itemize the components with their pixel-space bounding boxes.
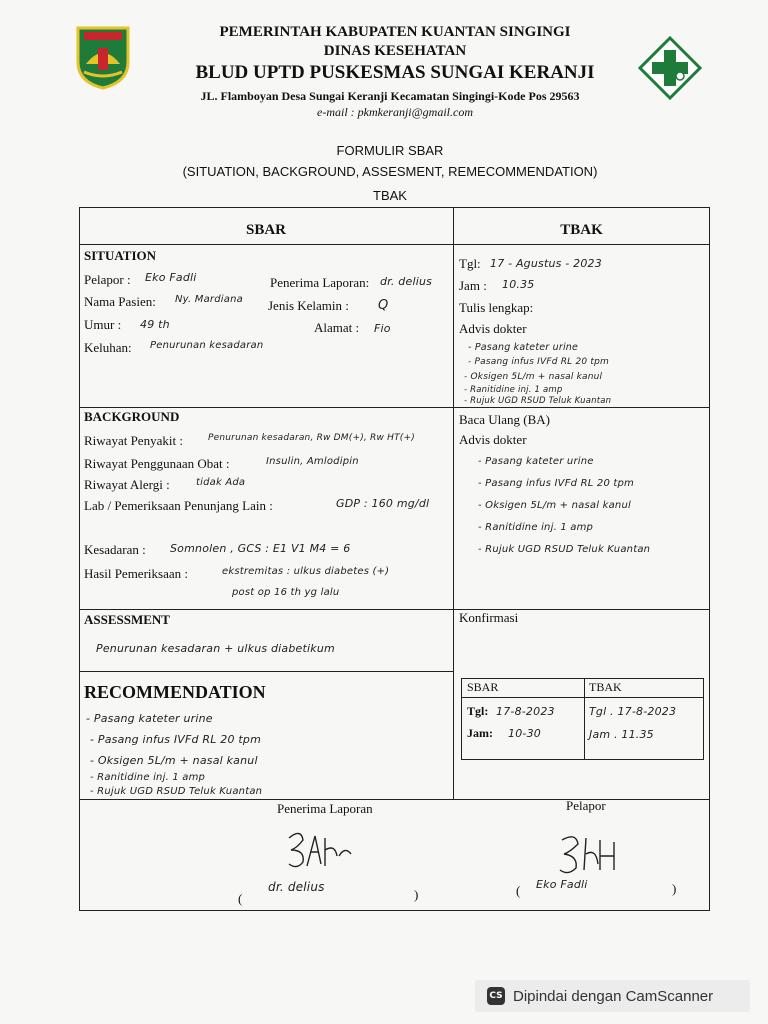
kesadaran-value: Somnolen , GCS : E1 V1 M4 = 6 <box>170 542 351 555</box>
penerima-laporan-label: Penerima Laporan <box>277 801 373 816</box>
advis-dokter-label-2: Advis dokter <box>459 432 527 447</box>
column-divider <box>453 207 454 799</box>
advis-item: - Pasang infus IVFd RL 20 tpm <box>478 478 634 489</box>
konf-sbar-jam-label: Jam: <box>467 726 493 740</box>
form-title: FORMULIR SBAR <box>336 143 444 158</box>
advis-item: - Rujuk UGD RSUD Teluk Kuantan <box>464 396 612 406</box>
assessment-heading: ASSESSMENT <box>84 612 170 627</box>
riwayat-penyakit-label: Riwayat Penyakit : <box>84 433 183 448</box>
pelapor-label: Pelapor : <box>84 272 131 287</box>
form-subtitle: (SITUATION, BACKGROUND, ASSESMENT, REMECOMMENDATION) <box>182 164 598 179</box>
hasil-pemeriksaan-label: Hasil Pemeriksaan : <box>84 566 188 581</box>
recommendation-item: - Pasang kateter urine <box>86 712 213 725</box>
nama-value: Ny. Mardiana <box>175 294 243 305</box>
advis-dokter-label: Advis dokter <box>459 321 527 336</box>
camscanner-text: Dipindai dengan CamScanner <box>513 987 714 1005</box>
advis-item: - Pasang infus IVFd RL 20 tpm <box>468 357 609 367</box>
konf-sbar-tgl-label: Tgl: <box>467 704 489 718</box>
assessment-value: Penurunan kesadaran + ulkus diabetikum <box>96 642 335 655</box>
baca-ulang-label: Baca Ulang (BA) <box>459 412 550 427</box>
pelapor-name: Eko Fadli <box>536 878 588 891</box>
header-institution: BLUD UPTD PUSKESMAS SUNGAI KERANJI <box>195 62 595 83</box>
advis-item: - Pasang kateter urine <box>478 456 594 467</box>
nama-label: Nama Pasien: <box>84 294 156 309</box>
pelapor-label: Pelapor <box>566 798 606 813</box>
background-heading: BACKGROUND <box>84 409 180 424</box>
column-header-sbar: SBAR <box>245 222 286 238</box>
header-address: JL. Flamboyan Desa Sungai Keranji Kecamatan Singingi-Kode Pos 29563 <box>200 89 580 103</box>
advis-item: - Oksigen 5L/m + nasal kanul <box>464 372 603 382</box>
open-paren-2: ( <box>516 883 521 898</box>
camscanner-watermark <box>475 980 750 1012</box>
alamat-value: Fio <box>374 322 391 335</box>
penerima-signature <box>285 826 355 874</box>
penerima-name: dr. delius <box>268 880 325 894</box>
close-paren-2: ) <box>672 881 677 896</box>
puskesmas-logo-icon <box>638 36 702 100</box>
recommendation-heading: RECOMMENDATION <box>84 682 266 702</box>
recommendation-item: - Pasang infus IVFd RL 20 tpm <box>90 733 262 746</box>
kesadaran-label: Kesadaran : <box>84 542 146 557</box>
recommendation-item: - Ranitidine inj. 1 amp <box>90 772 206 783</box>
penerima-value: dr. delius <box>380 275 433 288</box>
camscanner-logo-icon: CS <box>487 987 505 1005</box>
form-subtitle-tbak: TBAK <box>373 188 407 203</box>
konf-sbar-jam-value: 10-30 <box>508 727 541 740</box>
keluhan-value: Penurunan kesadaran <box>150 340 264 351</box>
konf-tbak-jam: Jam . 11.35 <box>589 728 654 741</box>
riwayat-alergi-label: Riwayat Alergi : <box>84 477 170 492</box>
umur-value: 49 th <box>140 318 170 331</box>
kuantan-singingi-emblem-icon <box>74 24 132 90</box>
jenis-kelamin-label: Jenis Kelamin : <box>268 298 349 313</box>
umur-label: Umur : <box>84 317 122 332</box>
tbak-jam-value: 10.35 <box>502 278 535 291</box>
tbak-tgl-label: Tgl: <box>459 256 481 271</box>
riwayat-obat-value: Insulin, Amlodipin <box>266 456 359 467</box>
close-paren: ) <box>414 887 419 902</box>
jenis-kelamin-value: Q <box>378 298 389 313</box>
konf-tbak-header: TBAK <box>589 680 622 694</box>
advis-item: - Rujuk UGD RSUD Teluk Kuantan <box>478 544 651 555</box>
situation-heading: SITUATION <box>84 248 157 263</box>
column-header-tbak: TBAK <box>560 222 603 238</box>
header-department: DINAS KESEHATAN <box>323 43 467 59</box>
hasil-pemeriksaan-value-2: post op 16 th yg lalu <box>232 587 340 598</box>
riwayat-alergi-value: tidak Ada <box>196 477 246 488</box>
advis-item: - Pasang kateter urine <box>468 342 579 353</box>
keluhan-label: Keluhan: <box>84 340 132 355</box>
tbak-jam-label: Jam : <box>459 278 487 293</box>
recommendation-item: - Rujuk UGD RSUD Teluk Kuantan <box>90 786 263 797</box>
header-email: e-mail : pkmkeranji@gmail.com <box>317 105 473 119</box>
riwayat-obat-label: Riwayat Penggunaan Obat : <box>84 456 230 471</box>
tbak-tgl-value: 17 - Agustus - 2023 <box>490 257 602 270</box>
pelapor-signature <box>556 830 626 878</box>
alamat-label: Alamat : <box>314 320 360 335</box>
advis-item: - Oksigen 5L/m + nasal kanul <box>478 500 631 511</box>
konf-sbar-tgl-value: 17-8-2023 <box>496 705 555 718</box>
hasil-pemeriksaan-value: ekstremitas : ulkus diabetes (+) <box>222 566 390 577</box>
header-government: PEMERINTAH KABUPATEN KUANTAN SINGINGI <box>219 24 571 40</box>
advis-item: - Ranitidine inj. 1 amp <box>478 522 594 533</box>
open-paren: ( <box>238 891 243 906</box>
recommendation-item: - Oksigen 5L/m + nasal kanul <box>90 754 258 767</box>
konf-sbar-header: SBAR <box>467 680 499 694</box>
pelapor-value: Eko Fadli <box>145 271 197 284</box>
lab-value: GDP : 160 mg/dl <box>336 497 430 510</box>
advis-item: - Ranitidine inj. 1 amp <box>464 385 563 395</box>
lab-label: Lab / Pemeriksaan Penunjang Lain : <box>84 498 273 513</box>
tulis-lengkap-label: Tulis lengkap: <box>459 300 534 315</box>
sbar-table <box>79 207 710 911</box>
penerima-label: Penerima Laporan: <box>270 275 370 290</box>
konfirmasi-label: Konfirmasi <box>459 610 519 625</box>
konf-tbak-tgl: Tgl . 17-8-2023 <box>589 705 677 718</box>
riwayat-penyakit-value: Penurunan kesadaran, Rw DM(+), Rw HT(+) <box>208 433 415 443</box>
